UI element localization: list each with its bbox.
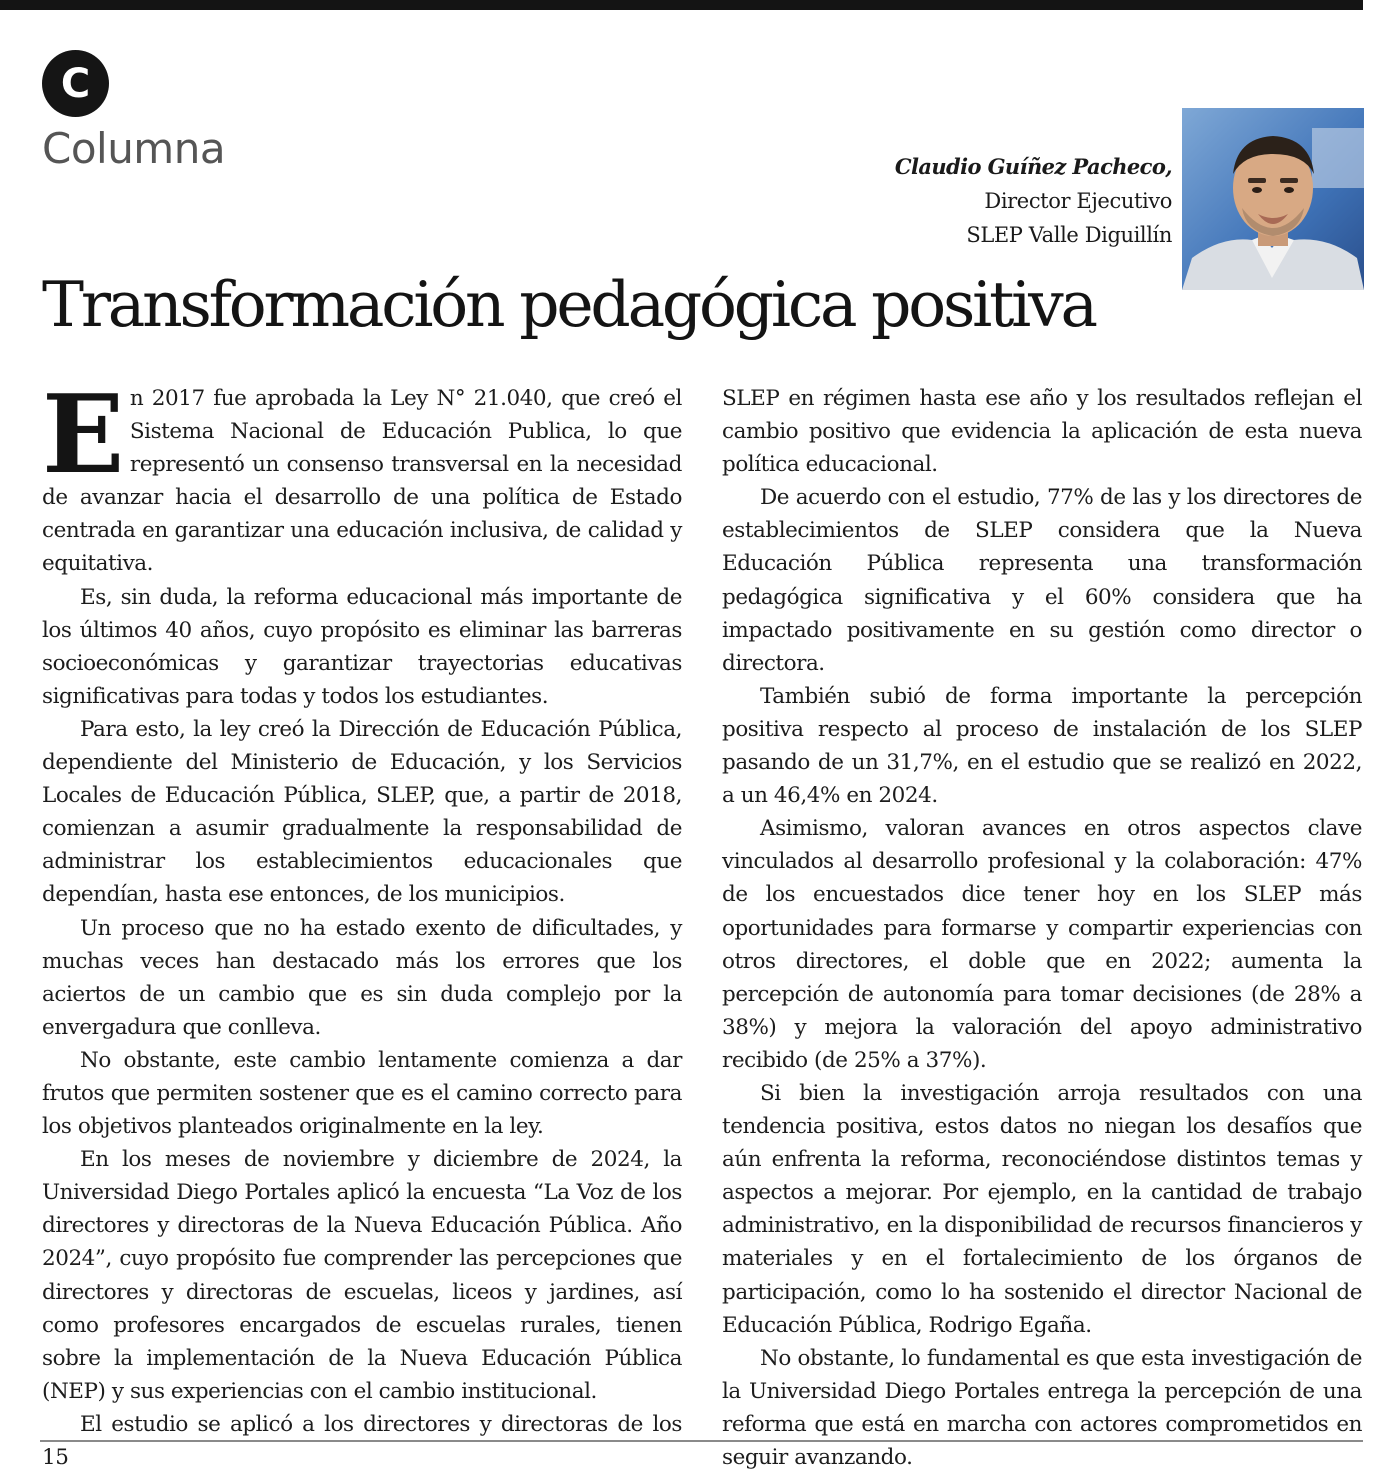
paragraph: Asimismo, valoran avances en otros aspectos clave vinculados al desarrollo profesional y la colaboración: 47% de los encuestados dice tener hoy en los SLEP más oportunidades para formarse y compartir experiencias con otros directores, el doble que en 2022; aumenta la percepción de autonomía para tomar decisiones (de 28% a 38%) y mejora la valoración del apoyo administrativo recibido (de 25% a 37%). bbox=[722, 816, 1362, 1073]
paragraph: Un proceso que no ha estado exento de dificultades, y muchas veces han destacado más los errores que los aciertos de un cambio que es sin duda complejo por la envergadura que conlleva. bbox=[42, 915, 682, 1040]
paragraph: Para esto, la ley creó la Dirección de Educación Pública, dependiente del Ministerio de Educación, y los Servicios Locales de Educación Pública, SLEP, que, a partir de 2018, comienzan a asumir gradualmente la responsabilidad de administrar los establecimientos educacionales que dependían, hasta ese entonces, de los municipios. bbox=[42, 716, 682, 908]
paragraph: El estudio se aplicó a los directores y directoras de los 15 bbox=[42, 1411, 682, 1470]
section-label: Columna bbox=[42, 124, 226, 173]
paragraph: No obstante, este cambio lentamente comienza a dar frutos que permiten sostener que es el camino correcto para los objetivos planteados originalmente en la ley. bbox=[42, 1047, 682, 1140]
paragraph: También subió de forma importante la percepción positiva respecto al proceso de instalación de los SLEP pasando de un 31,7%, en el estudio que se realizó en 2022, a un 46,4% en 2024. bbox=[722, 683, 1362, 809]
paragraph: Es, sin duda, la reforma educacional más importante de los últimos 40 años, cuyo propósito es eliminar las barreras socioeconómicas y garantizar trayectorias educativas significativas para todas y todos los estudiantes. bbox=[42, 584, 682, 709]
headline: Transformación pedagógica positiva bbox=[42, 268, 1095, 341]
column-badge-icon bbox=[42, 50, 109, 117]
drop-cap: E bbox=[42, 372, 124, 498]
paragraph: No obstante, lo fundamental es que esta investigación de la Universidad Diego Portales entrega la percepción de una reforma que está en marcha con actores comprometidos en seguir avanzando. bbox=[722, 1345, 1362, 1470]
article-column-right bbox=[722, 382, 1362, 1474]
article-column-left bbox=[42, 372, 682, 1474]
paragraph: En los meses de noviembre y diciembre de 2024, la Universidad Diego Portales aplicó la encuesta “La Voz de los directores y directoras de la Nueva Educación Pública. Año 2024”, cuyo propósito fue comprender las percepciones que directores y directoras de escuelas, liceos y jardines, así como profesores encargados de escuelas rurales, tienen sobre la implementación de la Nueva Educación Pública (NEP) y sus experiencias con el cambio institucional. bbox=[42, 1147, 682, 1404]
byline bbox=[895, 150, 1172, 252]
author-role: Director Ejecutivo bbox=[984, 189, 1172, 213]
paragraph: En 2017 fue aprobada la Ley N° 21.040, que creó el Sistema Nacional de Educación Publica, lo que representó un consenso transversal en la necesidad de avanzar hacia el desarrollo de una política de Estado centrada en garantizar una educación inclusiva, de calidad y equitativa. bbox=[42, 372, 682, 577]
paragraph: Si bien la investigación arroja resultados con una tendencia positiva, estos datos no niegan los desafíos que aún enfrenta la reforma, reconociéndose distintos temas y aspectos a mejorar. Por ejemplo, en la cantidad de trabajo administrativo, en la disponibilidad de recursos financieros y materiales y en el fortalecimiento de los órganos de participación, como lo ha sostenido el director Nacional de Educación Pública, Rodrigo Egaña. bbox=[722, 1080, 1362, 1338]
badge-letter: C bbox=[60, 60, 91, 107]
paragraph: SLEP en régimen hasta ese año y los resultados reflejan el cambio positivo que evidencia la aplicación de esta nueva política educacional. bbox=[722, 386, 1362, 478]
top-rule bbox=[0, 0, 1363, 10]
bottom-rule bbox=[40, 1440, 1363, 1442]
paragraph: De acuerdo con el estudio, 77% de las y los directores de establecimientos de SLEP considera que la Nueva Educación Pública representa una transformación pedagógica significativa y el 60% considera que ha impactado positivamente en su gestión como director o directora. bbox=[722, 485, 1362, 676]
author-organization: SLEP Valle Diguillín bbox=[966, 223, 1172, 247]
author-name: Claudio Guíñez Pacheco, bbox=[894, 154, 1172, 179]
author-portrait bbox=[1182, 108, 1364, 290]
